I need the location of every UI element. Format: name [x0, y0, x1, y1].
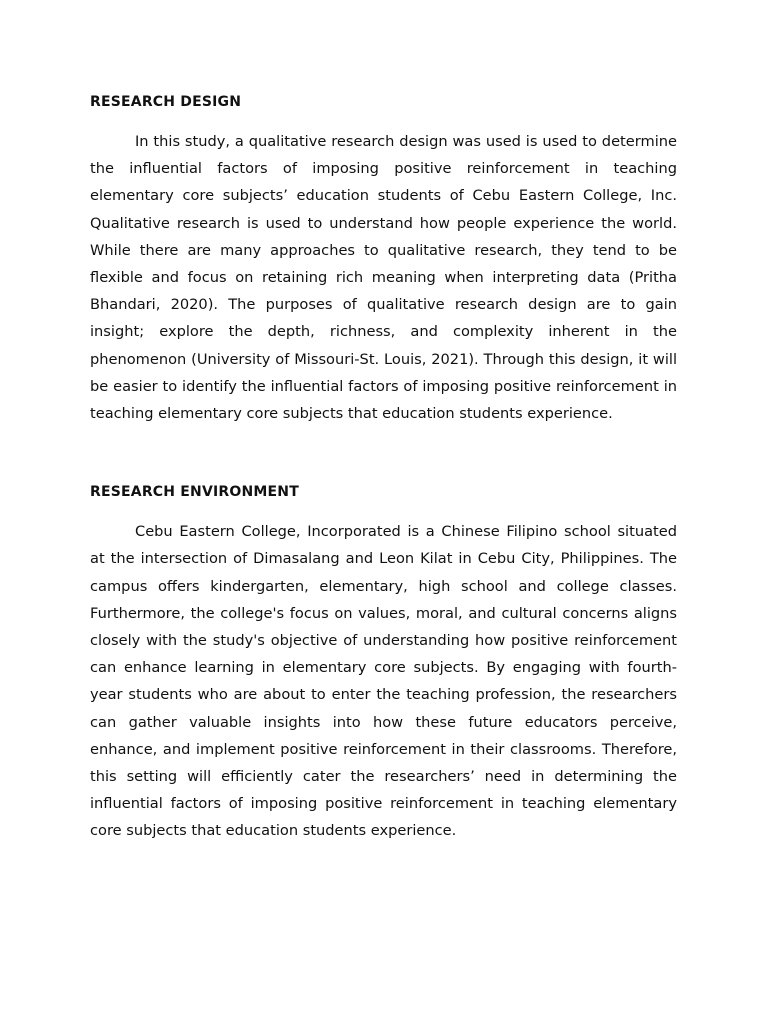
section-heading-research-environment: RESEARCH ENVIRONMENT	[90, 484, 299, 501]
section-research-design	[90, 92, 677, 427]
section-heading-research-design: RESEARCH DESIGN	[90, 94, 242, 110]
paragraph-research-environment: Cebu Eastern College, Incorporated is a Chinese Filipino school situated at the intersection of Dimasalang and Leon Kilat in Cebu City, Philippines. The campus offers kindergarten, elementary, high school and college classes. Furthermore, the college's focus on values, moral, and cultural concerns aligns closely with the study's objective of understanding how positive reinforcement can enhance learning in elementary core subjects. By engaging with fourth-year students who are about to enter the teaching profession, the researchers can gather valuable insights into how these future educators perceive, enhance, and implement positive reinforcement in their classrooms. Therefore, this setting will efficiently cater the researchers’ need in determining the influential factors of imposing positive reinforcement in teaching elementary core subjects that education students experience.	[90, 523, 677, 840]
paragraph-research-design: In this study, a qualitative research design was used is used to determine the influential factors of imposing positive reinforcement in teaching elementary core subjects’ education students of Cebu Eastern College, Inc. Qualitative research is used to understand how people experience the world. While there are many approaches to qualitative research, they tend to be flexible and focus on retaining rich meaning when interpreting data (Pritha Bhandari, 2020). The purposes of qualitative research design are to gain insight; explore the depth, richness, and complexity inherent in the phenomenon (University of Missouri-St. Louis, 2021). Through this design, it will be easier to identify the influential factors of imposing positive reinforcement in teaching elementary core subjects that education students experience.	[90, 133, 677, 423]
section-research-environment	[90, 482, 677, 844]
document-page	[90, 92, 677, 845]
